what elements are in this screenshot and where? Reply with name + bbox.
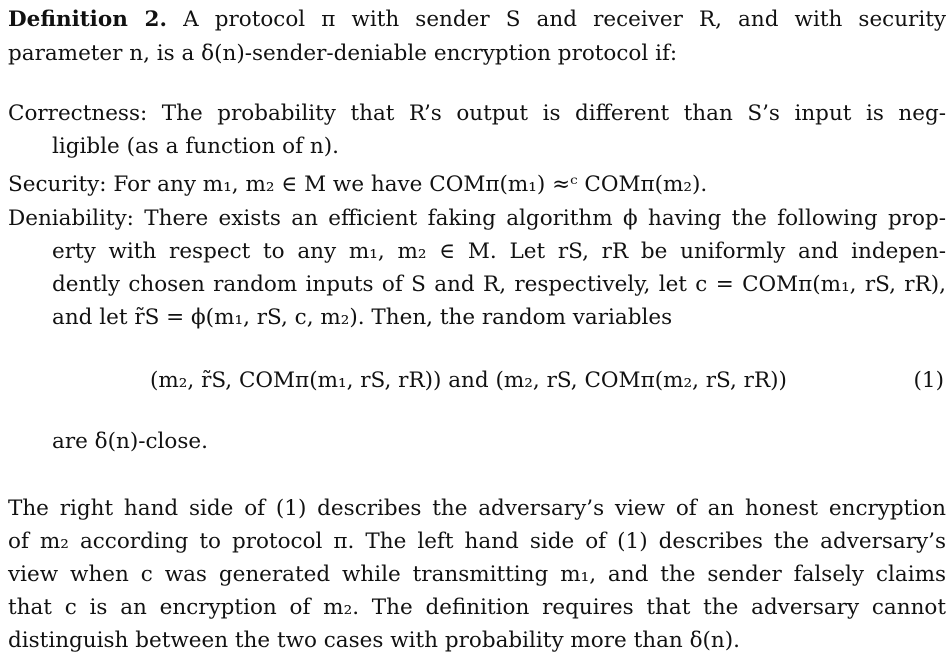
correctness-line-2: ligible (as a function of n). bbox=[52, 134, 339, 159]
deniability-line-1: Deniability: There exists an efficient faking algorithm ϕ having the following prop- bbox=[8, 206, 946, 231]
definition-text-1: A protocol π with sender S and receiver R, and with security bbox=[183, 7, 946, 32]
definition-line-1 bbox=[8, 5, 946, 35]
discussion-line-5: distinguish between the two cases with probability more than δ(n). bbox=[8, 628, 740, 653]
deniability-line-4: and let r̃S = ϕ(m₁, rS, c, m₂). Then, the random variables bbox=[52, 305, 673, 330]
discussion-line-1: The right hand side of (1) describes the adversary’s view of an honest encryption bbox=[8, 496, 946, 521]
definition-heading: Definition 2. bbox=[8, 7, 168, 32]
deniability-closing: are δ(n)-close. bbox=[52, 429, 208, 454]
security-line: Security: For any m₁, m₂ ∈ M we have COMπ(m₁) ≈ᶜ COMπ(m₂). bbox=[8, 172, 708, 197]
deniability-line-3: dently chosen random inputs of S and R, respectively, let c = COMπ(m₁, rS, rR), bbox=[52, 272, 946, 297]
discussion-line-3: view when c was generated while transmitting m₁, and the sender falsely claims bbox=[8, 562, 946, 587]
equation-1: (m₂, r̃S, COMπ(m₁, rS, rR)) and (m₂, rS, COMπ(m₂, rS, rR)) bbox=[150, 368, 787, 393]
correctness-line-1: Correctness: The probability that R’s output is different than S’s input is neg- bbox=[8, 101, 946, 126]
discussion-line-2: of m₂ according to protocol π. The left hand side of (1) describes the adversary’s bbox=[8, 529, 946, 554]
deniability-line-2: erty with respect to any m₁, m₂ ∈ M. Let rS, rR be uniformly and indepen- bbox=[52, 239, 946, 264]
definition-line-2: parameter n, is a δ(n)-sender-deniable encryption protocol if: bbox=[8, 41, 678, 66]
equation-number: (1) bbox=[913, 368, 944, 393]
discussion-line-4: that c is an encryption of m₂. The definition requires that the adversary cannot bbox=[8, 595, 946, 620]
